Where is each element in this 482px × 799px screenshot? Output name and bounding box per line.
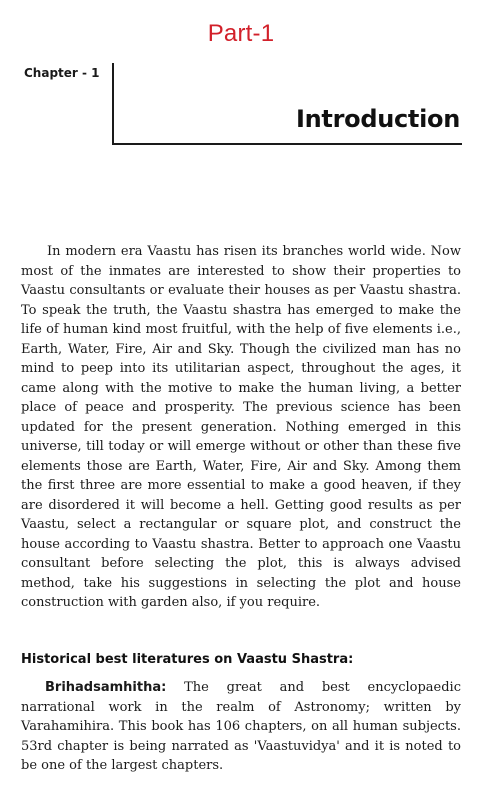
- chapter-divider-horizontal: [112, 143, 462, 145]
- chapter-label: Chapter - 1: [24, 66, 100, 80]
- section-paragraph: [21, 678, 461, 776]
- section-paragraph-text: The great and best encyclopaedic narrational work in the realm of Astronomy; written by Varahamihira. This book has 106 chapters, on all human subjects. 53rd chapter is being narrated as 'Vaastuvidya' and it is noted to be one of the largest chapters.: [21, 680, 461, 773]
- chapter-divider-vertical: [112, 63, 114, 144]
- chapter-title: Introduction: [296, 105, 460, 133]
- section-term: Brihadsamhitha:: [45, 680, 167, 695]
- part-label: Part-1: [207, 20, 275, 47]
- intro-paragraph: In modern era Vaastu has risen its branches world wide. Now most of the inmates are interested to show their properties to Vaastu consultants or evaluate their houses as per Vaastu shastra. To speak the truth, the Vaastu shastra has emerged to make the life of human kind most fruitful, with the help of five elements i.e., Earth, Water, Fire, Air and Sky. Though the civilized man has no mind to peep into its utilitarian aspect, throughout the ages, it came along with the motive to make the human living, a better place of peace and prosperity. The previous science has been updated for the present generation. Nothing emerged in this universe, till today or will emerge without or other than these five elements those are Earth, Water, Fire, Air and Sky. Among them the first three are more essential to make a good heaven, if they are disordered it will become a hell. Getting good results as per Vaastu, select a rectangular or square plot, and construct the house according to Vaastu shastra. Better to approach one Vaastu consultant before selecting the plot, this is always advised method, take his suggestions in selecting the plot and house construction with garden also, if you require.: [21, 244, 461, 610]
- section-heading: Historical best literatures on Vaastu Shastra:: [21, 652, 354, 667]
